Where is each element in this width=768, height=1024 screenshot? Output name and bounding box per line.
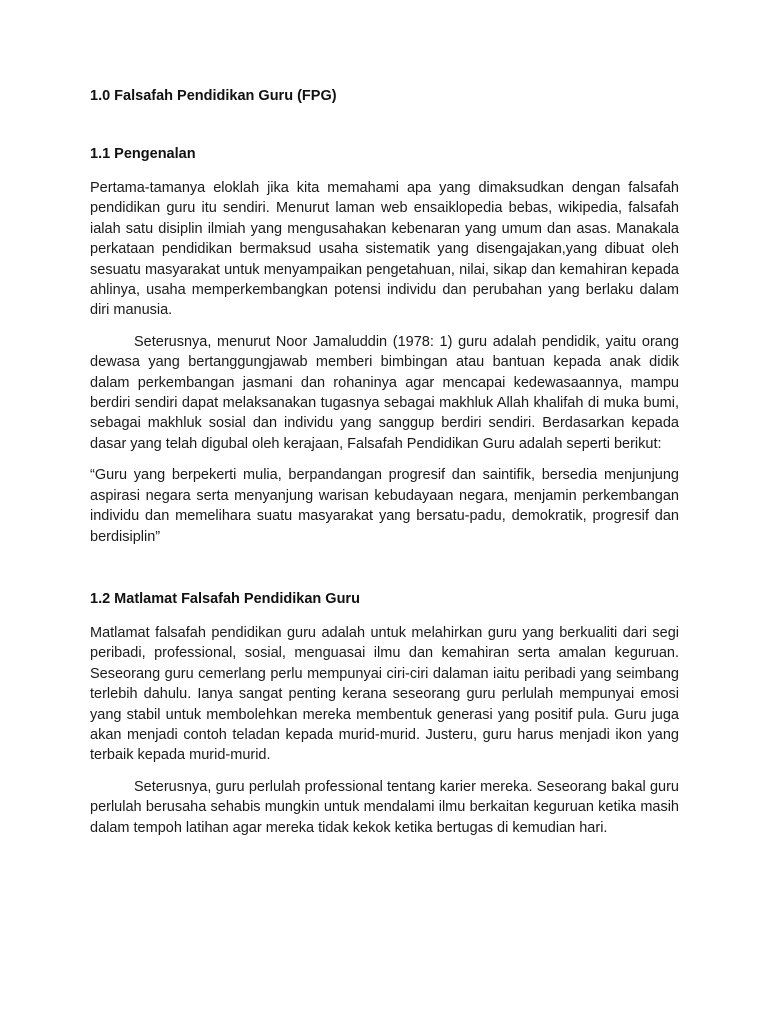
paragraph-pengenalan-2: Seterusnya, menurut Noor Jamaluddin (1978: 1) guru adalah pendidik, yaitu orang dewasa yang bertanggungjawab memberi bimbingan atau bantuan kepada anak didik dalam perkembangan jasmani dan rohaninya agar mencapai kedewasaannya, mampu berdiri sendiri dapat melaksanakan tugasnya sebagai makhluk Allah khalifah di muka bumi, sebagai makhluk sosial dan individu yang sanggup berdiri sendiri. Berdasarkan kepada dasar yang telah digubal oleh kerajaan, Falsafah Pendidikan Guru adalah seperti berikut: <box>90 333 679 452</box>
paragraph-matlamat-1: Matlamat falsafah pendidikan guru adalah untuk melahirkan guru yang berkualiti dari segi peribadi, professional, sosial, menguasai ilmu dan kemahiran serta amalan keguruan. Seseorang guru cemerlang perlu mempunyai ciri-ciri dalaman iaitu peribadi yang seimbang terlebih dahulu. Ianya sangat penting kerana seseorang guru perlulah mempunyai emosi yang stabil untuk membolehkan mereka membentuk generasi yang positif pula. Guru juga akan menjadi contoh teladan kepada murid-murid. Justeru, guru harus menjadi ikon yang terbaik kepada murid-murid. <box>90 624 679 764</box>
document-page <box>90 86 679 849</box>
section-heading-matlamat: 1.2 Matlamat Falsafah Pendidikan Guru <box>90 590 360 607</box>
document-title: 1.0 Falsafah Pendidikan Guru (FPG) <box>90 88 337 104</box>
paragraph-matlamat-2: Seterusnya, guru perlulah professional tentang karier mereka. Seseorang bakal guru perlulah berusaha sehabis mungkin untuk mendalami ilmu berkaitan keguruan ketika masih dalam tempoh latihan agar mereka tidak kekok ketika bertugas di kemudian hari. <box>90 778 679 836</box>
paragraph-pengenalan-1: Pertama-tamanya eloklah jika kita memahami apa yang dimaksudkan dengan falsafah pendidikan guru itu sendiri. Menurut laman web ensaiklopedia bebas, wikipedia, falsafah ialah satu disiplin ilmiah yang mengusahakan kebenaran yang umum dan asas. Manakala perkataan pendidikan bermaksud usaha sistematik yang disengajakan,yang dibuat oleh sesuatu masyarakat untuk menyampaikan pengetahuan, nilai, sikap dan kemahiran kepada ahlinya, usaha memperkembangkan potensi individu dan perubahan yang berlaku dalam diri manusia. <box>90 180 679 319</box>
section-heading-pengenalan: 1.1 Pengenalan <box>90 146 196 162</box>
quote-fpg: “Guru yang berpekerti mulia, berpandangan progresif dan saintifik, bersedia menjunjung aspirasi negara serta menyanjung warisan kebudayaan negara, menjamin perkembangan individu dan memelihara suatu masyarakat yang bersatu-padu, demokratik, progresif dan berdisiplin” <box>90 467 679 545</box>
